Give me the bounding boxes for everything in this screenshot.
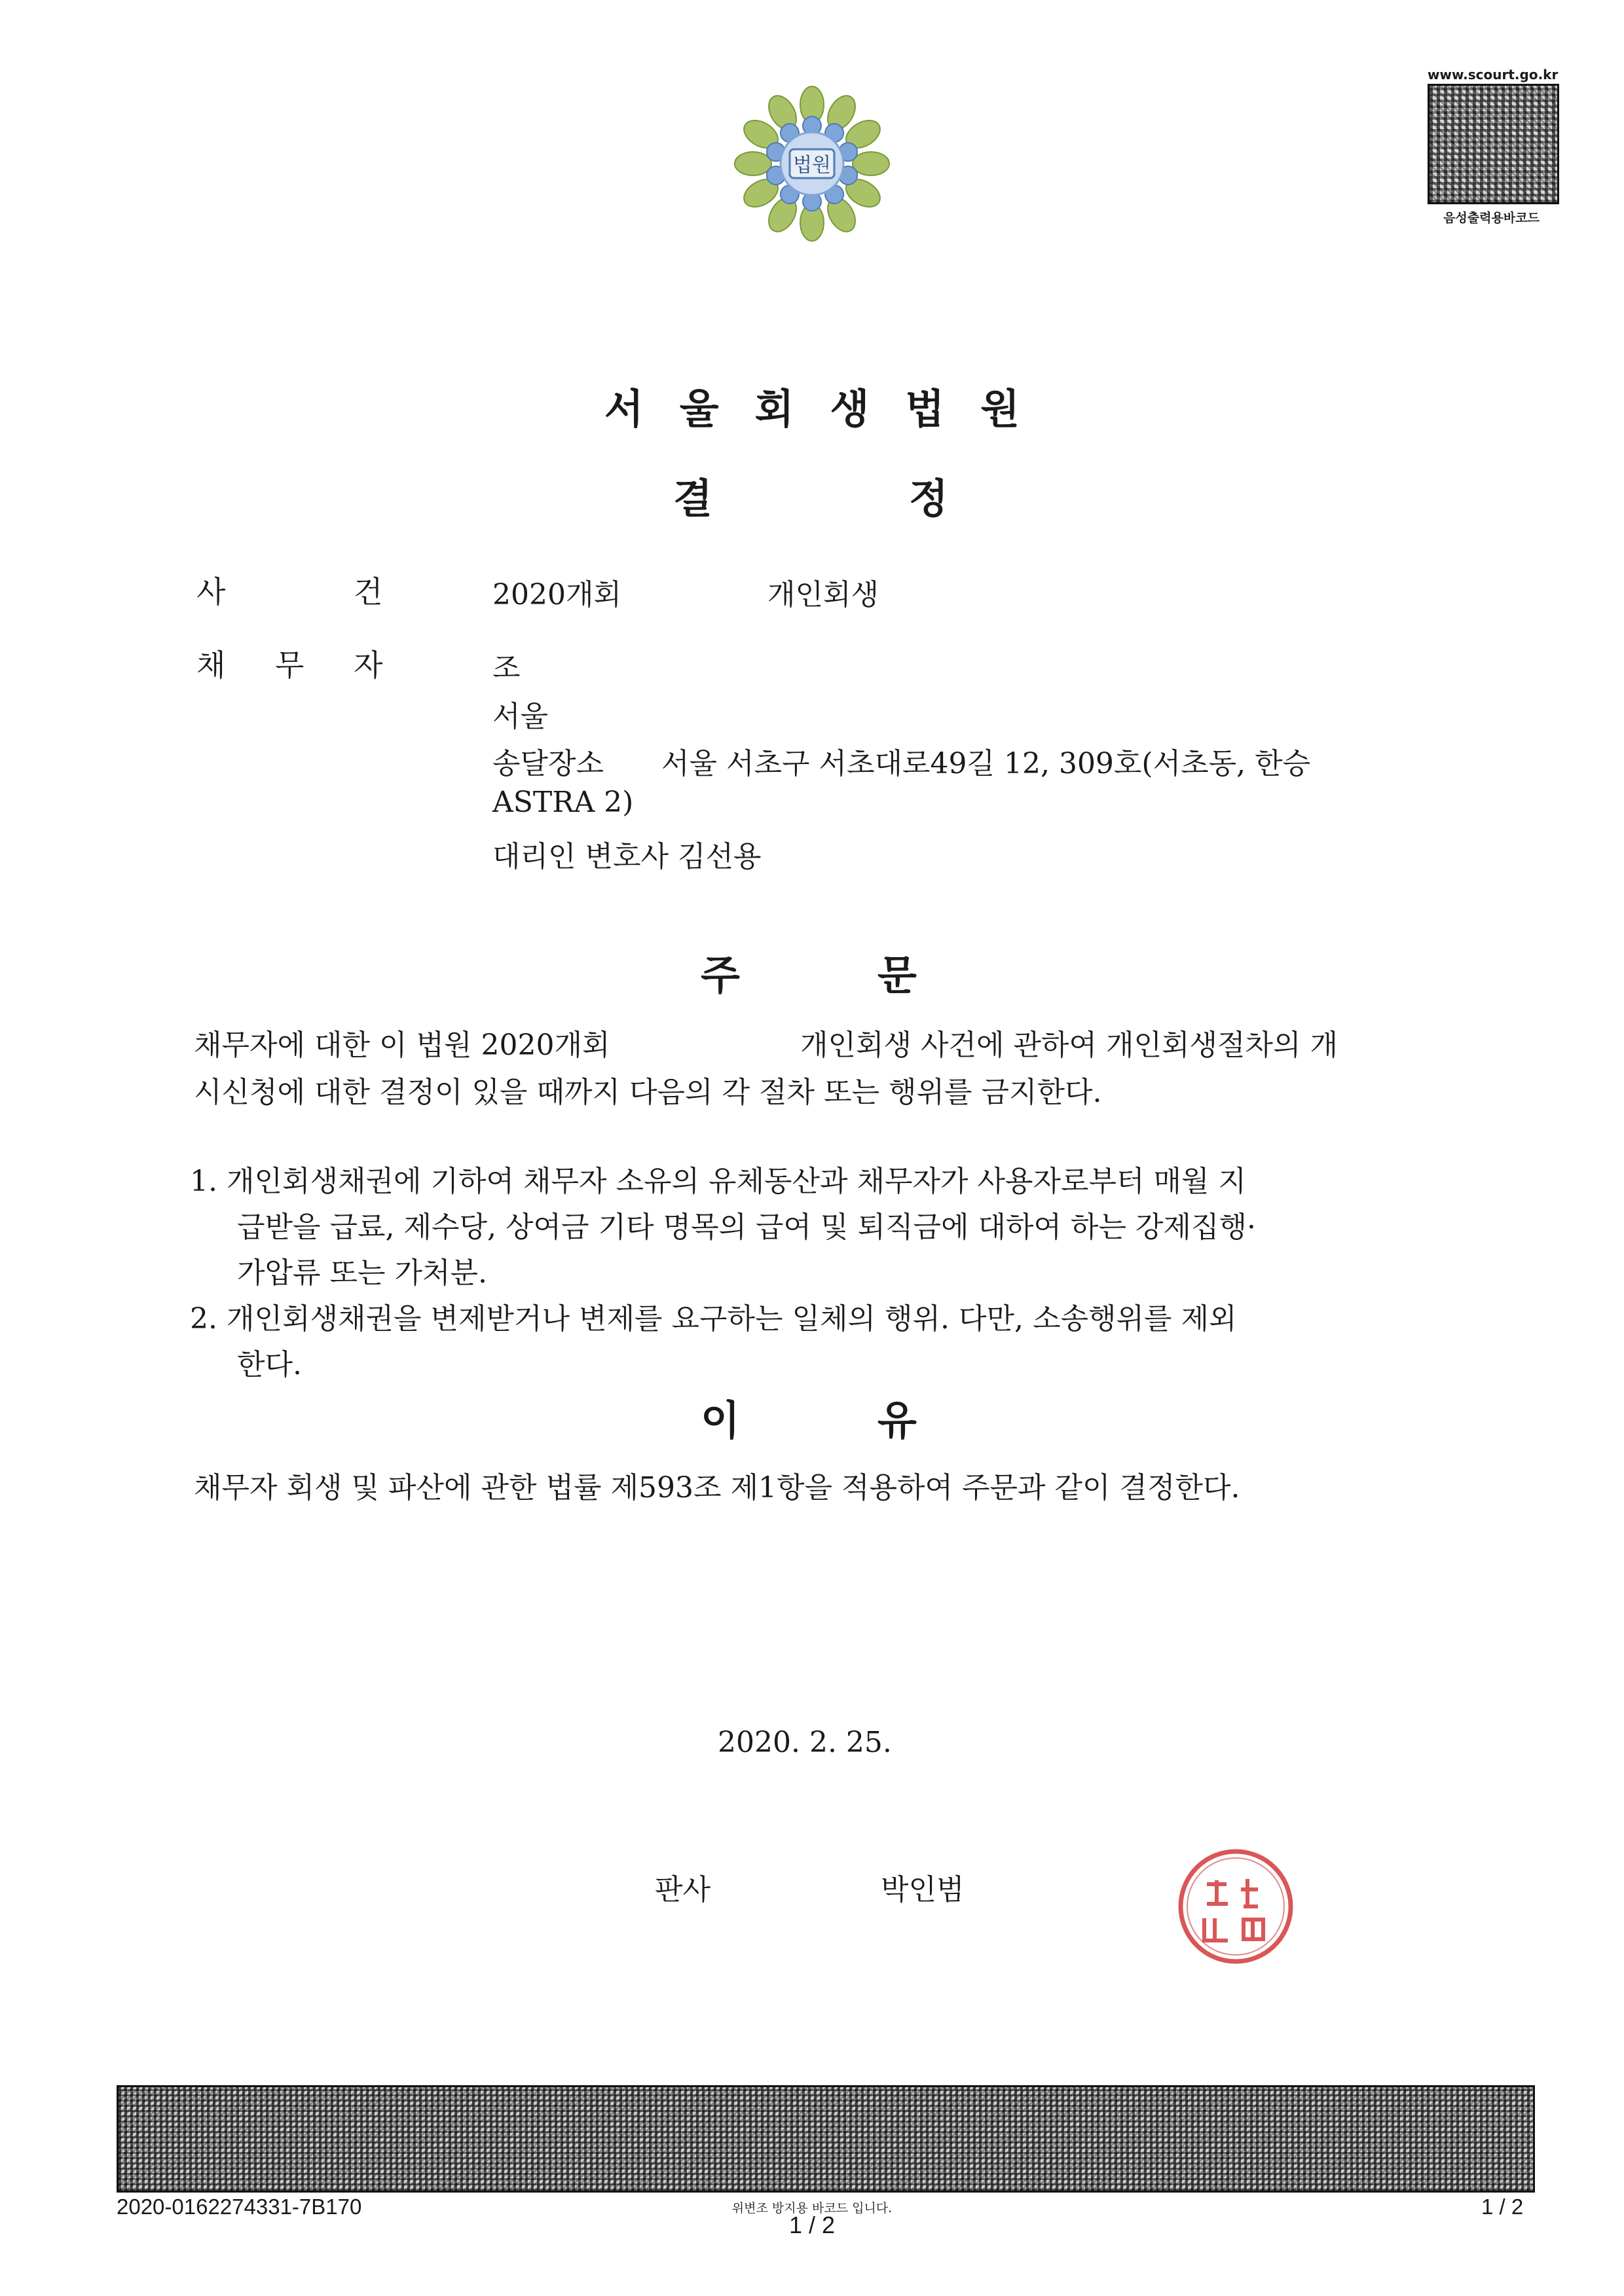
case-type: 개인회생 <box>767 578 879 611</box>
document-number: 2020-0162274331-7B170 <box>117 2195 362 2219</box>
judge-title: 판사 <box>655 1873 711 1906</box>
delivery-address: 서울 서초구 서초대로49길 12, 309호(서초동, 한승 <box>661 747 1311 780</box>
page-number-right: 1 / 2 <box>1481 2195 1524 2219</box>
court-emblem-icon <box>733 85 891 242</box>
qr-url-text: www.scourt.go.kr <box>1428 67 1559 82</box>
decision-date: 2020. 2. 25. <box>718 1726 892 1759</box>
page-number-center: 1 / 2 <box>788 2212 836 2238</box>
debtor-agent: 대리인 변호사 김선용 <box>492 840 762 873</box>
doc-title-left: 결 <box>673 475 712 522</box>
emblem-text: 법원 <box>793 154 831 177</box>
barcode-notice: 위변조 방지용 바코드 입니다. <box>731 2201 893 2215</box>
reason-heading-left: 이 <box>701 1396 740 1444</box>
order-intro-line1b: 개인회생 사건에 관하여 개인회생절차의 개 <box>800 1029 1338 1062</box>
qr-code <box>1428 84 1559 204</box>
case-label-2: 건 <box>354 574 383 610</box>
debtor-address: 서울 <box>492 700 549 733</box>
debtor-label-1: 채 <box>196 647 226 683</box>
order-intro-line1a: 채무자에 대한 이 법원 2020개회 <box>194 1029 610 1062</box>
case-number: 2020개회 <box>492 578 621 611</box>
delivery-label: 송달장소 <box>492 747 604 780</box>
delivery-address-2: ASTRA 2) <box>492 786 634 819</box>
qr-caption: 음성출력용바코드 <box>1443 211 1540 225</box>
order-heading-left: 주 <box>701 951 740 999</box>
debtor-label-2: 무 <box>275 647 304 683</box>
court-name: 서울회생법원 <box>604 385 1056 433</box>
reason-heading-right: 유 <box>877 1396 917 1444</box>
doc-title-right: 정 <box>909 475 948 522</box>
reason-text: 채무자 회생 및 파산에 관한 법률 제593조 제1항을 적용하여 주문과 같이 결정한다. <box>194 1471 1240 1504</box>
order-item-2-line1: 2. 개인회생채권을 변제받거나 변제를 요구하는 일체의 행위. 다만, 소송행위를 제외 <box>190 1302 1237 1336</box>
order-item-2-line2: 한다. <box>237 1348 302 1381</box>
anti-forgery-barcode <box>117 2085 1535 2193</box>
order-heading-right: 문 <box>877 951 917 999</box>
order-intro-line2: 시신청에 대한 결정이 있을 때까지 다음의 각 절차 또는 행위를 금지한다. <box>194 1076 1102 1109</box>
debtor-label-3: 자 <box>354 647 383 683</box>
order-item-1-line1: 1. 개인회생채권에 기하여 채무자 소유의 유체동산과 채무자가 사용자로부터 매월 지 <box>190 1165 1246 1198</box>
order-item-1-line3: 가압류 또는 가처분. <box>237 1256 487 1290</box>
debtor-name: 조 <box>492 651 521 685</box>
order-item-1-line2: 급받을 급료, 제수당, 상여금 기타 명목의 급여 및 퇴직금에 대하여 하는 강제집행· <box>237 1211 1256 1244</box>
case-label-1: 사 <box>196 574 226 610</box>
judge-seal-icon <box>1175 1846 1297 1967</box>
judge-name: 박인범 <box>881 1873 965 1906</box>
